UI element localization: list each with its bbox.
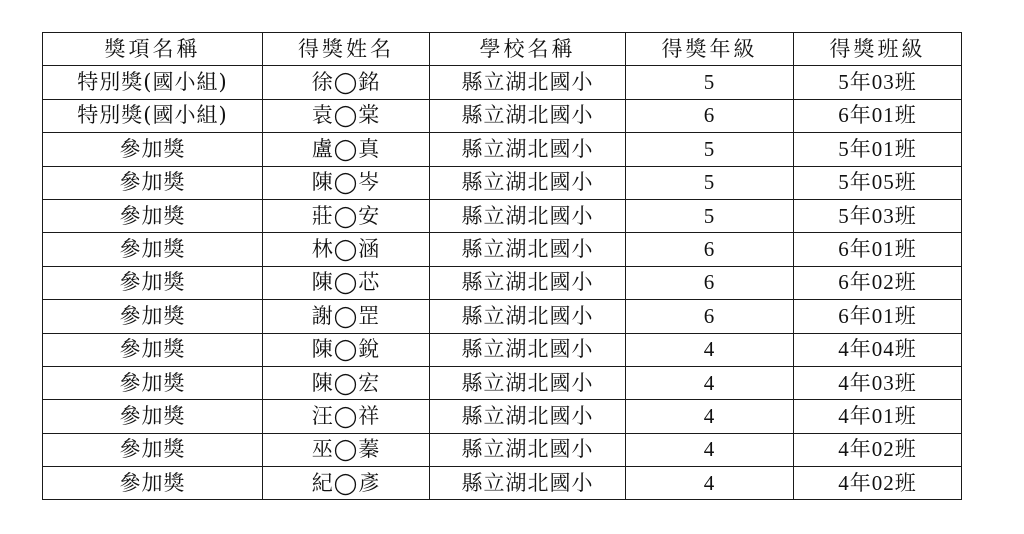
school-name-cell: 縣立湖北國小 [430, 66, 626, 99]
winner-name-cell: 林◯涵 [263, 233, 430, 266]
award-name-cell: 參加獎 [43, 133, 263, 166]
grade-cell: 5 [626, 199, 794, 232]
table-row [43, 166, 962, 199]
school-name-cell: 縣立湖北國小 [430, 166, 626, 199]
winner-name-cell: 陳◯銳 [263, 333, 430, 366]
grade-cell: 5 [626, 66, 794, 99]
winner-name-cell: 陳◯宏 [263, 366, 430, 399]
class-cell: 6年02班 [794, 266, 962, 299]
award-name-cell: 參加獎 [43, 199, 263, 232]
award-name-cell: 參加獎 [43, 333, 263, 366]
table-row [43, 333, 962, 366]
school-name-cell: 縣立湖北國小 [430, 400, 626, 433]
class-cell: 5年05班 [794, 166, 962, 199]
header-class: 得獎班級 [794, 33, 962, 66]
award-name-cell: 參加獎 [43, 166, 263, 199]
school-name-cell: 縣立湖北國小 [430, 333, 626, 366]
grade-cell: 6 [626, 266, 794, 299]
award-name-cell: 特別獎(國小組) [43, 99, 263, 132]
award-name-cell: 參加獎 [43, 233, 263, 266]
table-body [43, 66, 962, 500]
table-header [43, 33, 962, 66]
award-winners-table [42, 32, 962, 500]
school-name-cell: 縣立湖北國小 [430, 433, 626, 466]
header-grade: 得獎年級 [626, 33, 794, 66]
class-cell: 4年02班 [794, 433, 962, 466]
table-row [43, 66, 962, 99]
class-cell: 4年01班 [794, 400, 962, 433]
school-name-cell: 縣立湖北國小 [430, 300, 626, 333]
school-name-cell: 縣立湖北國小 [430, 133, 626, 166]
award-name-cell: 參加獎 [43, 467, 263, 500]
class-cell: 4年02班 [794, 467, 962, 500]
award-name-cell: 參加獎 [43, 266, 263, 299]
table-row [43, 99, 962, 132]
header-school-name: 學校名稱 [430, 33, 626, 66]
header-award-name: 獎項名稱 [43, 33, 263, 66]
award-name-cell: 參加獎 [43, 433, 263, 466]
winner-name-cell: 盧◯真 [263, 133, 430, 166]
winner-name-cell: 紀◯彥 [263, 467, 430, 500]
class-cell: 5年03班 [794, 199, 962, 232]
grade-cell: 5 [626, 133, 794, 166]
winner-name-cell: 巫◯蓁 [263, 433, 430, 466]
table-row [43, 366, 962, 399]
grade-cell: 4 [626, 433, 794, 466]
winner-name-cell: 莊◯安 [263, 199, 430, 232]
award-name-cell: 參加獎 [43, 366, 263, 399]
table-row [43, 266, 962, 299]
grade-cell: 6 [626, 300, 794, 333]
table-row [43, 133, 962, 166]
table-row [43, 300, 962, 333]
school-name-cell: 縣立湖北國小 [430, 199, 626, 232]
winner-name-cell: 汪◯祥 [263, 400, 430, 433]
grade-cell: 6 [626, 99, 794, 132]
header-row [43, 33, 962, 66]
table-row [43, 467, 962, 500]
award-name-cell: 參加獎 [43, 400, 263, 433]
grade-cell: 6 [626, 233, 794, 266]
grade-cell: 4 [626, 467, 794, 500]
header-winner-name: 得獎姓名 [263, 33, 430, 66]
winner-name-cell: 袁◯棠 [263, 99, 430, 132]
winner-name-cell: 陳◯岑 [263, 166, 430, 199]
school-name-cell: 縣立湖北國小 [430, 467, 626, 500]
class-cell: 4年04班 [794, 333, 962, 366]
class-cell: 5年01班 [794, 133, 962, 166]
award-name-cell: 特別獎(國小組) [43, 66, 263, 99]
class-cell: 6年01班 [794, 99, 962, 132]
class-cell: 6年01班 [794, 300, 962, 333]
grade-cell: 4 [626, 333, 794, 366]
class-cell: 4年03班 [794, 366, 962, 399]
table-row [43, 400, 962, 433]
table-row [43, 433, 962, 466]
grade-cell: 5 [626, 166, 794, 199]
winner-name-cell: 謝◯罡 [263, 300, 430, 333]
table-row [43, 199, 962, 232]
class-cell: 5年03班 [794, 66, 962, 99]
award-name-cell: 參加獎 [43, 300, 263, 333]
winner-name-cell: 陳◯芯 [263, 266, 430, 299]
table-row [43, 233, 962, 266]
school-name-cell: 縣立湖北國小 [430, 366, 626, 399]
class-cell: 6年01班 [794, 233, 962, 266]
grade-cell: 4 [626, 400, 794, 433]
school-name-cell: 縣立湖北國小 [430, 99, 626, 132]
winner-name-cell: 徐◯銘 [263, 66, 430, 99]
grade-cell: 4 [626, 366, 794, 399]
school-name-cell: 縣立湖北國小 [430, 266, 626, 299]
school-name-cell: 縣立湖北國小 [430, 233, 626, 266]
